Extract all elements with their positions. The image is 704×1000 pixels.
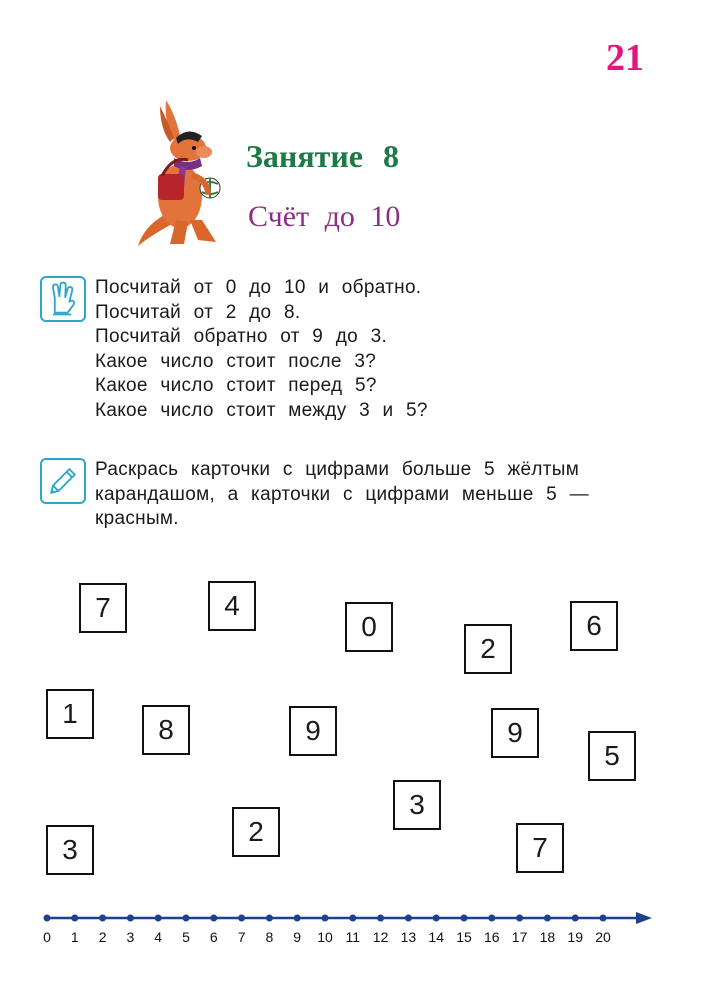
pencil-icon xyxy=(40,458,86,504)
number-line-point xyxy=(322,915,329,922)
number-card[interactable]: 2 xyxy=(464,624,512,674)
number-line-point xyxy=(544,915,551,922)
number-line-point xyxy=(600,915,607,922)
task-2-text xyxy=(95,458,589,532)
number-line-label: 20 xyxy=(595,929,611,945)
number-line-arrow-icon xyxy=(636,912,652,924)
number-card[interactable]: 1 xyxy=(46,689,94,739)
number-line-label: 8 xyxy=(265,929,274,945)
number-line-label: 10 xyxy=(317,929,333,945)
task-1-text xyxy=(95,276,428,423)
task-line: Посчитай обратно от 9 до 3. xyxy=(95,326,388,347)
number-line-label: 7 xyxy=(237,929,246,945)
number-line-point xyxy=(183,915,190,922)
task-line: карандашом, а карточки с цифрами меньше 5 — xyxy=(95,483,589,505)
number-line-point xyxy=(349,915,356,922)
number-line-label: 1 xyxy=(70,929,79,945)
lesson-subtitle: Счёт до 10 xyxy=(248,200,401,233)
number-line-point xyxy=(433,915,440,922)
task-line: красным. xyxy=(95,508,179,529)
number-card[interactable]: 7 xyxy=(516,823,564,873)
number-line-label: 9 xyxy=(293,929,302,945)
number-line xyxy=(36,904,656,952)
page-number: 21 xyxy=(606,37,644,79)
number-line-label: 13 xyxy=(400,929,417,945)
number-line-point xyxy=(210,915,217,922)
number-line-label: 19 xyxy=(567,929,583,945)
number-card[interactable]: 9 xyxy=(289,706,337,756)
number-line-point xyxy=(266,915,273,922)
number-line-point xyxy=(71,915,78,922)
number-card[interactable]: 0 xyxy=(345,602,393,652)
number-card[interactable]: 8 xyxy=(142,705,190,755)
task-line: Какое число стоит после 3? xyxy=(95,350,377,372)
number-line-point xyxy=(405,915,412,922)
number-line-label: 16 xyxy=(484,929,500,945)
number-line-label: 11 xyxy=(345,929,361,945)
number-card[interactable]: 4 xyxy=(208,581,256,631)
number-card[interactable]: 6 xyxy=(570,601,618,651)
number-line-label: 15 xyxy=(456,929,472,945)
number-card[interactable]: 9 xyxy=(491,708,539,758)
task-line: Какое число стоит между 3 и 5? xyxy=(95,399,428,421)
lesson-title: Занятие 8 xyxy=(246,138,399,174)
number-card[interactable]: 2 xyxy=(232,807,280,857)
task-line: Посчитай от 2 до 8. xyxy=(95,301,301,323)
hand-counting-icon xyxy=(40,276,86,322)
number-line-point xyxy=(461,915,468,922)
number-line-label: 4 xyxy=(154,929,163,945)
number-line-label: 0 xyxy=(43,929,51,945)
number-card[interactable]: 3 xyxy=(393,780,441,830)
kangaroo-illustration xyxy=(136,96,232,248)
number-line-point xyxy=(377,915,384,922)
number-line-point xyxy=(155,915,162,922)
number-line-label: 5 xyxy=(182,929,190,945)
number-card[interactable]: 3 xyxy=(46,825,94,875)
number-line-label: 17 xyxy=(511,929,528,945)
number-line-point xyxy=(488,915,495,922)
number-line-point xyxy=(127,915,134,922)
number-line-point xyxy=(294,915,301,922)
number-line-label: 6 xyxy=(209,929,218,945)
number-line-point xyxy=(572,915,579,922)
task-line: Посчитай от 0 до 10 и обратно. xyxy=(95,277,422,298)
number-line-point xyxy=(238,915,245,922)
number-line-label: 14 xyxy=(428,929,444,945)
number-line-label: 18 xyxy=(539,929,556,945)
number-line-label: 12 xyxy=(372,929,389,945)
task-line: Раскрась карточки с цифрами больше 5 жёлтым xyxy=(95,459,580,480)
number-line-point xyxy=(516,915,523,922)
task-line: Какое число стоит перед 5? xyxy=(95,375,377,396)
number-line-point xyxy=(44,915,51,922)
number-line-label: 3 xyxy=(126,929,135,945)
number-card[interactable]: 5 xyxy=(588,731,636,781)
number-card[interactable]: 7 xyxy=(79,583,127,633)
number-line-label: 2 xyxy=(98,929,107,945)
number-line-point xyxy=(99,915,106,922)
